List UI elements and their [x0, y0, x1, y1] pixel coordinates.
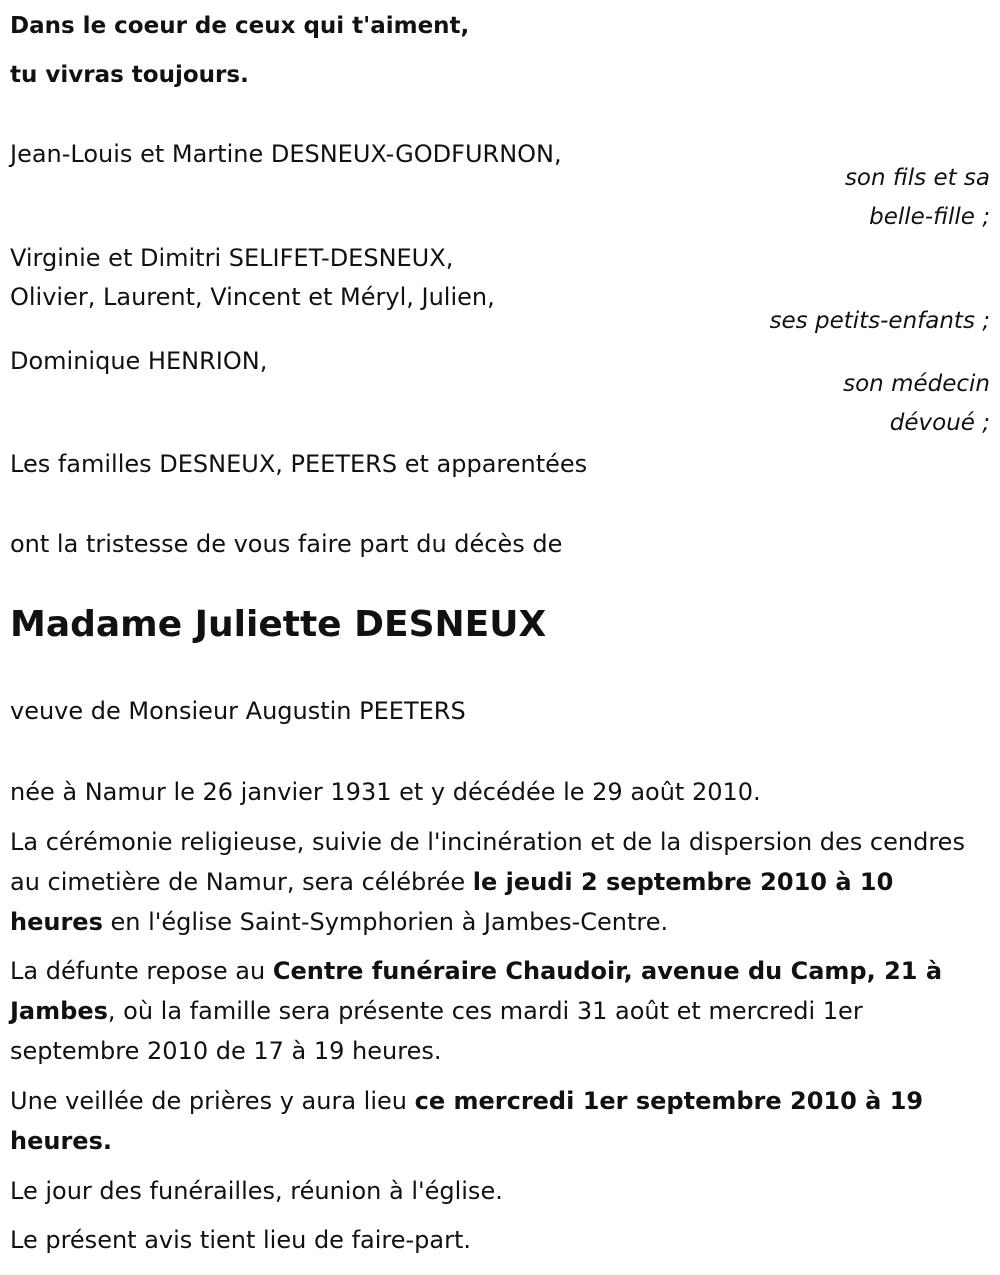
ceremony-text-before: La cérémonie religieuse, suivie de l'incinération et de la dispersion des cendres au cimetière de Namur, sera célébrée	[10, 828, 965, 896]
birth-death: née à Namur le 26 janvier 1931 et y décédée le 29 août 2010.	[10, 778, 761, 806]
rest-paragraph	[10, 951, 985, 1071]
notice-line: Le présent avis tient lieu de faire-part.	[10, 1226, 472, 1254]
families-line: Les familles DESNEUX, PEETERS et apparentées	[10, 450, 588, 478]
doctor-role-line-2: dévoué ;	[889, 410, 990, 436]
rest-place: Centre funéraire Chaudoir, avenue du Camp, 21 à Jambes	[10, 957, 943, 1025]
epigraph-line-2: tu vivras toujours.	[10, 62, 249, 88]
doctor-role-line-1: son médecin	[843, 371, 990, 397]
deceased-name: Madame Juliette DESNEUX	[10, 604, 547, 645]
grandchildren-role: ses petits-enfants ;	[769, 308, 990, 334]
ceremony-paragraph	[10, 822, 985, 942]
vigil-date: ce mercredi 1er septembre 2010 à 19 heures.	[10, 1087, 924, 1155]
son-role-line-1: son fils et sa	[844, 165, 990, 191]
ceremony-text-after: en l'église Saint-Symphorien à Jambes-Centre.	[102, 908, 669, 936]
grandchildren-line-2: Olivier, Laurent, Vincent et Méryl, Julien,	[10, 283, 495, 311]
announcement: ont la tristesse de vous faire part du décès de	[10, 530, 563, 558]
rest-text-after: , où la famille sera présente ces mardi 31 août et mercredi 1er septembre 2010 de 17 à 19 heures.	[10, 997, 863, 1065]
obituary-notice	[10, 0, 990, 1275]
vigil-paragraph	[10, 1081, 985, 1161]
grandchildren-line-1: Virginie et Dimitri SELIFET-DESNEUX,	[10, 244, 454, 272]
meeting-line: Le jour des funérailles, réunion à l'église.	[10, 1177, 503, 1205]
ceremony-date: le jeudi 2 septembre 2010 à 10 heures	[10, 868, 894, 936]
doctor-name: Dominique HENRION,	[10, 347, 268, 375]
vigil-text-before: Une veillée de prières y aura lieu	[10, 1087, 415, 1115]
rest-text-before: La défunte repose au	[10, 957, 273, 985]
son-names: Jean-Louis et Martine DESNEUX-GODFURNON,	[10, 140, 562, 168]
epigraph-line-1: Dans le coeur de ceux qui t'aiment,	[10, 13, 470, 39]
widow-of: veuve de Monsieur Augustin PEETERS	[10, 697, 466, 725]
son-role-line-2: belle-fille ;	[869, 204, 990, 230]
